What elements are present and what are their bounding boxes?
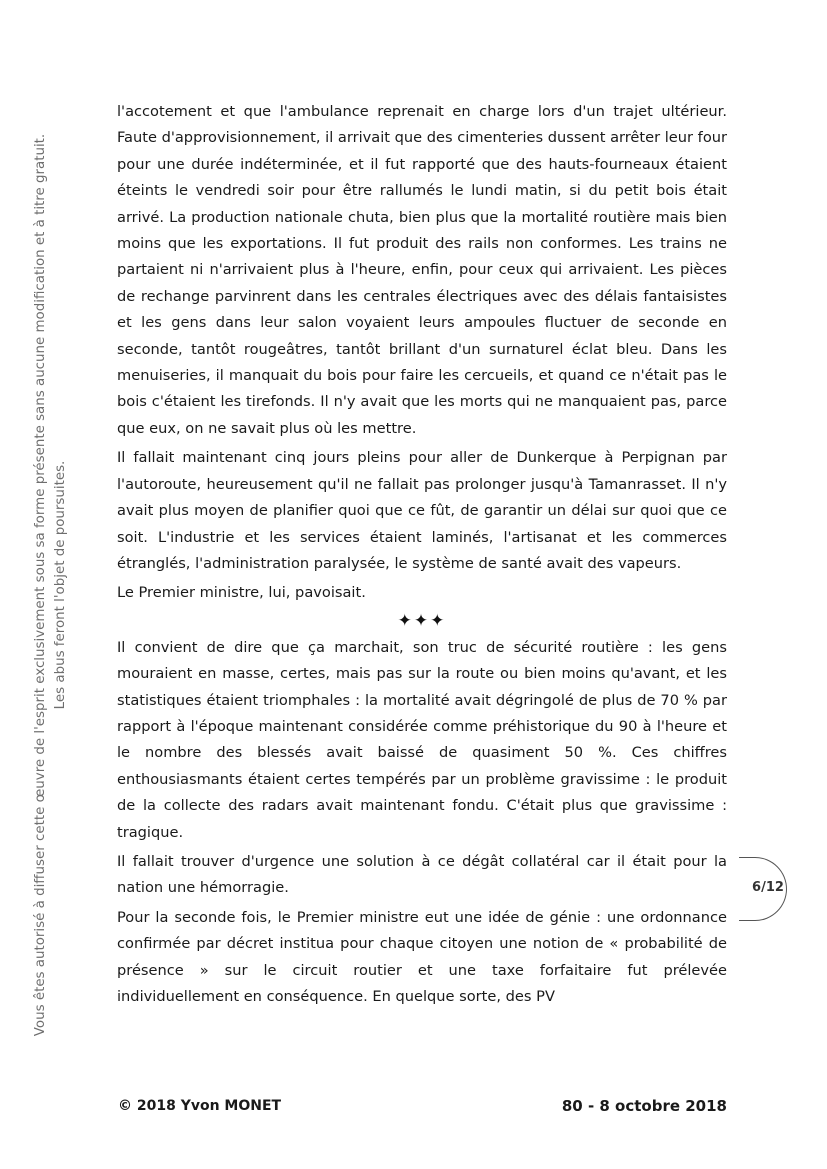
- body-text: [117, 99, 727, 1013]
- side-notice-line-2: Les abus feront l'objet de poursuites.: [53, 460, 68, 710]
- paragraph: Pour la seconde fois, le Premier ministre eut une idée de génie : une ordonnance confirmée par décret institua pour chaque citoyen une notion de « probabilité de présence » sur le circuit routier et une taxe forfaitaire fut prélevée individuellement en conséquence. En quelque sorte, des PV: [117, 908, 727, 1005]
- side-copyright-notice: [31, 105, 71, 1065]
- paragraph: Il fallait trouver d'urgence une solution à ce dégât collatéral car il était pour la nation une hémorragie.: [117, 852, 727, 897]
- page-badge-label: 6/12: [752, 880, 784, 895]
- side-notice-line-1: Vous êtes autorisé à diffuser cette œuvre de l'esprit exclusivement sous sa forme présente sans aucune modification et à titre gratuit.: [33, 133, 48, 1037]
- paragraph: l'accotement et que l'ambulance reprenait en charge lors d'un trajet ultérieur. Faute d'approvisionnement, il arrivait que des cimenteries dussent arrêter leur four pour une durée indéterminée, et il fut rapporté que des hauts-fourneaux étaient éteints le vendredi soir pour être rallumés le lundi matin, si du petit bois était arrivé. La production nationale chuta, bien plus que la mortalité routière mais bien moins que les exportations. Il fut produit des rails non conformes. Les trains ne partaient ni n'arrivaient plus à l'heure, enfin, pour ceux qui arrivaient. Les pièces de rechange parvinrent dans les centrales électriques avec des délais fantaisistes et les gens dans leur salon voyaient leurs ampoules fluctuer de seconde en seconde, tantôt rougeâtres, tantôt brillant d'un surnaturel éclat bleu. Dans les menuiseries, il manquait du bois pour faire les cercueils, et quand ce n'était pas le bois c'étaient les tirefonds. Il n'y avait que les morts qui ne manquaient pas, parce que eux, on ne savait plus où les mettre.: [117, 103, 727, 437]
- footer-page-date: 80 - 8 octobre 2018: [561, 1097, 727, 1115]
- paragraph: Il convient de dire que ça marchait, son truc de sécurité routière : les gens mouraient en masse, certes, mais pas sur la route ou bien moins qu'avant, et les statistiques étaient triomphales : la mortalité avait dégringolé de plus de 70 % par rapport à l'époque maintenant considérée comme préhistorique du 90 à l'heure et le nombre des blessés avait baissé de quasiment 50 %. Ces chiffres enthousiasmants étaient certes tempérés par un problème gravissime : le produit de la collecte des radars avait maintenant fondu. C'était plus que gravissime : tragique.: [117, 638, 727, 841]
- paragraph: Il fallait maintenant cinq jours pleins pour aller de Dunkerque à Perpignan par l'autoroute, heureusement qu'il ne fallait pas prolonger jusqu'à Tamanrasset. Il n'y avait plus moyen de planifier quoi que ce fût, de garantir un délai sur quoi que ce soit. L'industrie et les services étaient laminés, l'artisanat et les commerces étranglés, l'administration paralysée, le système de santé avait des vapeurs.: [117, 449, 727, 572]
- section-separator: ✦✦✦: [397, 610, 447, 631]
- paragraph: Le Premier ministre, lui, pavoisait.: [117, 584, 366, 602]
- footer-copyright: © 2018 Yvon MONET: [118, 1098, 282, 1114]
